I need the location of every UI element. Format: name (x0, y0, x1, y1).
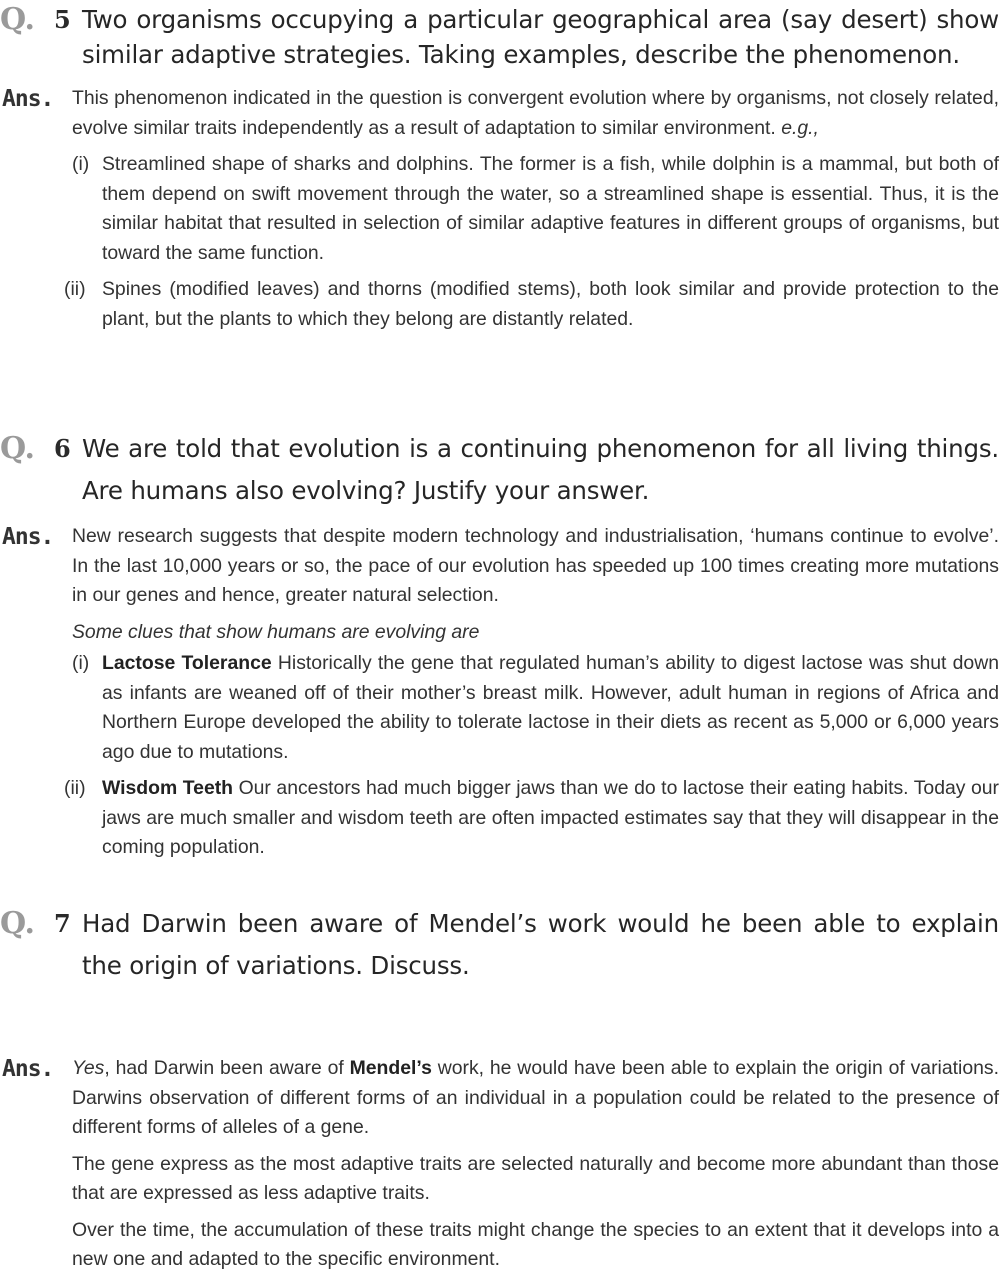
answer-label: Ans. (2, 524, 54, 550)
answer-paragraph: Yes, had Darwin been aware of Mendel’s work, he would have been able to explain the origin of variations. Darwins observation of different forms of an individual in a population could be related to the presence of different forms of alleles of a gene. (72, 1057, 999, 1138)
answer-5 (0, 84, 1001, 334)
question-block-5 (0, 2, 1001, 334)
list-item-text: Historically the gene that regulated human’s ability to digest lactose was shut down as infants are weaned off of their mother’s breast milk. However, adult human in regions of Africa and Northern Europe developed the ability to tolerate lactose in their diets as recent as 5,000 or 6,000 years ago due to mutations. (102, 652, 999, 763)
answer-7 (0, 1054, 1001, 1275)
list-marker: (ii) (64, 278, 86, 300)
question-mark: Q. (0, 2, 35, 37)
question-5 (0, 2, 1001, 72)
answer-paragraph: The gene express as the most adaptive traits are selected naturally and become more abundant than those that are expressed as less adaptive traits. (72, 1152, 999, 1204)
question-text: Had Darwin been aware of Mendel’s work would he been able to explain the origin of variations. Discuss. (82, 909, 999, 980)
question-number: 6 (54, 434, 71, 463)
question-text: Two organisms occupying a particular geographical area (say desert) show similar adaptive strategies. Taking examples, describe the phenomenon. (82, 5, 999, 69)
list-item (72, 649, 999, 767)
answer-paragraph: Over the time, the accumulation of these traits might change the species to an extent that it develops into a new one and adapted to the specific environment. (72, 1218, 999, 1270)
list-item-text: Streamlined shape of sharks and dolphins. The former is a fish, while dolphin is a mammal, but both of them depend on swift movement through the water, so a streamlined shape is essential. Thus, it is the similar habitat that resulted in selection of similar adaptive features in different groups of organisms, but toward the same function. (102, 153, 999, 264)
list-marker: (i) (72, 652, 90, 674)
list-item-title: Lactose Tolerance (102, 652, 272, 674)
question-block-7 (0, 903, 1001, 987)
clues-intro: Some clues that show humans are evolving are (72, 620, 480, 643)
answer-label: Ans. (2, 1056, 54, 1082)
answer-block-7 (0, 1054, 1001, 1275)
answer-paragraph: This phenomenon indicated in the question is convergent evolution where by organisms, not closely related, evolve similar traits independently as a result of adaptation to similar environment. e.g., (72, 87, 999, 139)
answer-label: Ans. (2, 86, 54, 112)
answer-6 (0, 522, 1001, 863)
question-number: 5 (54, 5, 71, 34)
list-marker: (ii) (64, 777, 86, 799)
question-7 (0, 903, 1001, 987)
list-item (72, 150, 999, 268)
list-marker: (i) (72, 153, 90, 175)
question-mark: Q. (0, 431, 35, 466)
list-item-text: Spines (modified leaves) and thorns (modified stems), both look similar and provide protection to the plant, but the plants to which they belong are distantly related. (102, 278, 999, 330)
answer-paragraph: New research suggests that despite modern technology and industrialisation, ‘humans continue to evolve’. In the last 10,000 years or so, the pace of our evolution has speeded up 100 times creating more mutations in our genes and hence, greater natural selection. (72, 525, 999, 606)
question-block-6 (0, 428, 1001, 863)
question-number: 7 (54, 909, 71, 938)
list-item-text: Our ancestors had much bigger jaws than we do to lactose their eating habits. Today our jaws are much smaller and wisdom teeth are often impacted estimates say that they will disappear in the coming population. (102, 777, 1000, 858)
question-mark: Q. (0, 906, 35, 941)
list-item (64, 774, 1000, 863)
question-6 (0, 428, 1001, 512)
list-item (64, 275, 999, 334)
question-text: We are told that evolution is a continuing phenomenon for all living things. Are humans also evolving? Justify your answer. (82, 434, 999, 505)
list-item-title: Wisdom Teeth (102, 777, 234, 799)
